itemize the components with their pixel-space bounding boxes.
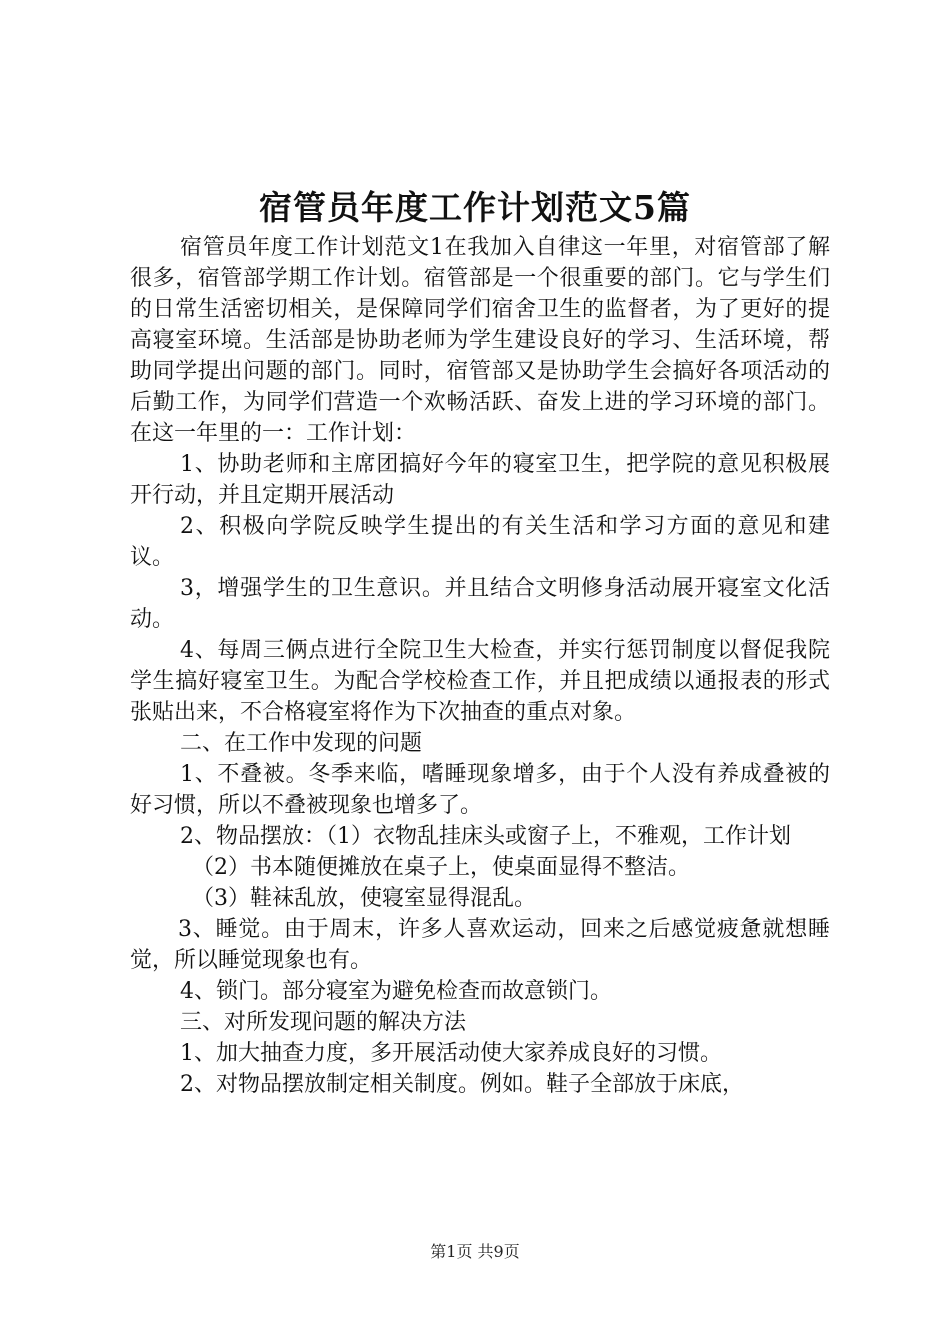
heading-solutions: 三、对所发现问题的解决方法 xyxy=(180,1010,467,1035)
page-number-footer: 第1页 共9页 xyxy=(430,1242,520,1261)
paragraph-plan-4: 4、每周三俩点进行全院卫生大检查，并实行惩罚制度以督促我院学生搞好寝室卫生。为配合学校检查工作，并且把成绩以通报表的形式张贴出来，不合格寝室将作为下次抽查的重点对象。 xyxy=(130,638,830,725)
paragraph-problem-4: 4、锁门。部分寝室为避免检查而故意锁门。 xyxy=(180,979,612,1004)
paragraph-plan-2: 2、积极向学院反映学生提出的有关生活和学习方面的意见和建议。 xyxy=(130,514,830,570)
paragraph-intro: 宿管员年度工作计划范文1在我加入自律这一年里，对宿管部了解很多，宿管部学期工作计划。宿管部是一个很重要的部门。它与学生们的日常生活密切相关，是保障同学们宿舍卫生的监督者，为了更好的提高寝室环境。生活部是协助老师为学生建设良好的学习、生活环境，帮助同学提出问题的部门。同时，宿管部又是协助学生会搞好各项活动的后勤工作，为同学们营造一个欢畅活跃、奋发上进的学习环境的部门。在这一年里的一：工作计划： xyxy=(130,235,830,446)
paragraph-problem-2: 2、物品摆放：（1）衣物乱挂床头或窗子上，不雅观，工作计划 xyxy=(180,824,791,849)
paragraph-solution-1: 1、加大抽查力度，多开展活动使大家养成良好的习惯。 xyxy=(180,1041,722,1066)
paragraph-plan-1: 1、协助老师和主席团搞好今年的寝室卫生，把学院的意见积极展开行动，并且定期开展活动 xyxy=(130,452,830,508)
paragraph-problem-2-sub3: （3）鞋袜乱放，使寝室显得混乱。 xyxy=(192,886,536,911)
paragraph-solution-2: 2、对物品摆放制定相关制度。例如。鞋子全部放于床底， xyxy=(180,1072,744,1097)
document-body xyxy=(130,232,830,1100)
paragraph-problem-3: 3、睡觉。由于周末，许多人喜欢运动，回来之后感觉疲惫就想睡觉，所以睡觉现象也有。 xyxy=(130,917,830,973)
heading-problems: 二、在工作中发现的问题 xyxy=(180,731,423,756)
paragraph-plan-3: 3，增强学生的卫生意识。并且结合文明修身活动展开寝室文化活动。 xyxy=(130,576,830,632)
paragraph-problem-1: 1、不叠被。冬季来临，嗜睡现象增多，由于个人没有养成叠被的好习惯，所以不叠被现象也增多了。 xyxy=(130,762,830,818)
paragraph-problem-2-sub2: （2）书本随便摊放在桌子上，使桌面显得不整洁。 xyxy=(192,855,690,880)
document-title: 宿管员年度工作计划范文5篇 xyxy=(259,188,691,227)
